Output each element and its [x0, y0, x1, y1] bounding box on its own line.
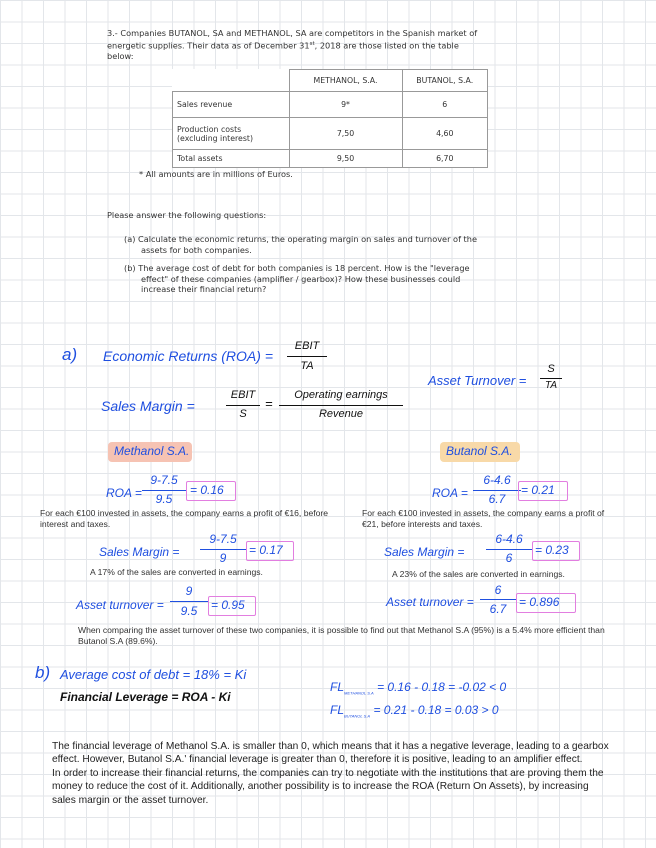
methanol-roa-label: ROA =	[106, 486, 142, 500]
butanol-turnover-result: = 0.896	[519, 595, 560, 609]
table-row: Total assets 9,50 6,70	[173, 150, 488, 168]
butanol-roa-denominator: 6.7	[488, 492, 506, 506]
margin-definition-numerator-words: Operating earnings	[294, 389, 388, 401]
methanol-turnover-result: = 0.95	[211, 598, 245, 612]
methanol-margin-denominator: 9	[219, 551, 227, 565]
butanol-margin-label: Sales Margin =	[384, 545, 465, 559]
roa-definition-label: Economic Returns (ROA) =	[103, 348, 273, 364]
butanol-roa-note: For each €100 invested in assets, the company earns a profit of €21, before interests and taxes.	[362, 508, 605, 529]
methanol-roa-note: For each €100 invested in assets, the company earns a profit of €16, before interest and taxes.	[40, 508, 329, 529]
fraction-bar	[279, 405, 403, 406]
butanol-turnover-label: Asset turnover =	[386, 595, 474, 609]
equals-sign: =	[265, 396, 273, 411]
methanol-margin-label: Sales Margin =	[99, 545, 180, 559]
methanol-turnover-numerator: 9	[185, 584, 193, 598]
question-number: 3.-	[107, 28, 118, 38]
turnover-definition-numerator: S	[547, 363, 555, 375]
butanol-margin-numerator: 6-4.6	[495, 532, 523, 546]
butanol-margin-note: A 23% of the sales are converted in earnings.	[392, 569, 565, 579]
margin-definition-denominator: S	[239, 408, 247, 420]
financial-leverage-formula: Financial Leverage = ROA - Ki	[60, 690, 231, 704]
answer-b-label: b)	[35, 663, 51, 682]
average-cost-of-debt: Average cost of debt = 18% = Ki	[60, 667, 247, 682]
butanol-margin-denominator: 6	[505, 551, 513, 565]
butanol-roa-label: ROA =	[432, 486, 468, 500]
methanol-roa-denominator: 9.5	[155, 492, 173, 506]
fraction-bar	[170, 601, 208, 602]
table-footnote: * All amounts are in millions of Euros.	[139, 169, 293, 179]
margin-definition-label: Sales Margin =	[101, 398, 195, 414]
table-row: Sales revenue 9* 6	[173, 92, 488, 118]
methanol-margin-result: = 0.17	[249, 543, 283, 557]
roa-definition-denominator: TA	[300, 360, 314, 372]
methanol-turnover-denominator: 9.5	[180, 604, 198, 618]
question-a: (a) Calculate the economic returns, the operating margin on sales and turnover of the assets for both companies.	[124, 234, 477, 255]
roa-definition-numerator: EBIT	[294, 340, 320, 352]
methanol-heading: Methanol S.A.	[114, 444, 190, 458]
conclusion-text: The financial leverage of Methanol S.A. is smaller than 0, which means that it has a negative leverage, leading to a gearbox effect. However, Butanol S.A.' financial leverage is greater than 0, therefore it is positive, leading to an amplifier effect. In order to increase their financial returns, the companies can try to negotiate with the institutions that are proving them the money to reduce the cost of it. Additionally, another possibility is to increase the ROA (Return On Assets), by increasing sales margin or the asset turnover.	[52, 741, 609, 806]
answer-a-label: a)	[62, 345, 78, 364]
table-header: BUTANOL, S.A.	[402, 70, 488, 92]
fl-methanol: $FL_{METHANOL S.A} = 0.16 - 0.18 = -0.02 < 0$	[330, 680, 507, 696]
table-corner	[173, 70, 290, 92]
margin-definition-numerator: EBIT	[230, 389, 256, 401]
butanol-turnover-denominator: 6.7	[489, 602, 507, 616]
turnover-definition-denominator: TA	[544, 380, 558, 391]
methanol-margin-note: A 17% of the sales are converted in earnings.	[90, 567, 263, 577]
table-header: METHANOL, S.A.	[289, 70, 402, 92]
methanol-roa-result: = 0.16	[190, 483, 224, 497]
fraction-bar	[480, 599, 516, 600]
butanol-margin-result: = 0.23	[535, 543, 569, 557]
question-b: (b) The average cost of debt for both companies is 18 percent. How is the "leverage effect" of these companies (amplifier / gearbox)? How these businesses could increase their financial return?	[124, 263, 470, 294]
methanol-turnover-label: Asset turnover =	[76, 598, 164, 612]
butanol-heading: Butanol S.A.	[446, 444, 513, 458]
fl-butanol: $FL_{BUTANOL S.A} = 0.21 - 0.18 = 0.03 > 0$	[330, 703, 499, 719]
fraction-bar	[226, 405, 260, 406]
margin-definition-denominator-words: Revenue	[318, 408, 364, 420]
question-intro: 3.- Companies BUTANOL, SA and METHANOL, SA are competitors in the Spanish market of energetic supplies. Their data as of December 31st, 2018 are those listed on the table below:	[107, 28, 478, 61]
butanol-turnover-numerator: 6	[494, 583, 502, 597]
company-data-table	[172, 69, 488, 168]
turnover-comparison: When comparing the asset turnover of these two companies, it is possible to find out that Methanol S.A (95%) is a 5.4% more efficient than Butanol S.A (89.6%).	[78, 625, 605, 646]
turnover-definition-label: Asset Turnover =	[428, 373, 527, 388]
butanol-roa-result: = 0.21	[521, 483, 555, 497]
table-row: Production costs (excluding interest) 7,50 4,60	[173, 118, 488, 150]
butanol-roa-numerator: 6-4.6	[483, 473, 511, 487]
methanol-margin-numerator: 9-7.5	[209, 532, 237, 546]
methanol-roa-numerator: 9-7.5	[150, 473, 178, 487]
questions-prompt: Please answer the following questions:	[107, 210, 267, 220]
fraction-bar	[287, 356, 327, 357]
